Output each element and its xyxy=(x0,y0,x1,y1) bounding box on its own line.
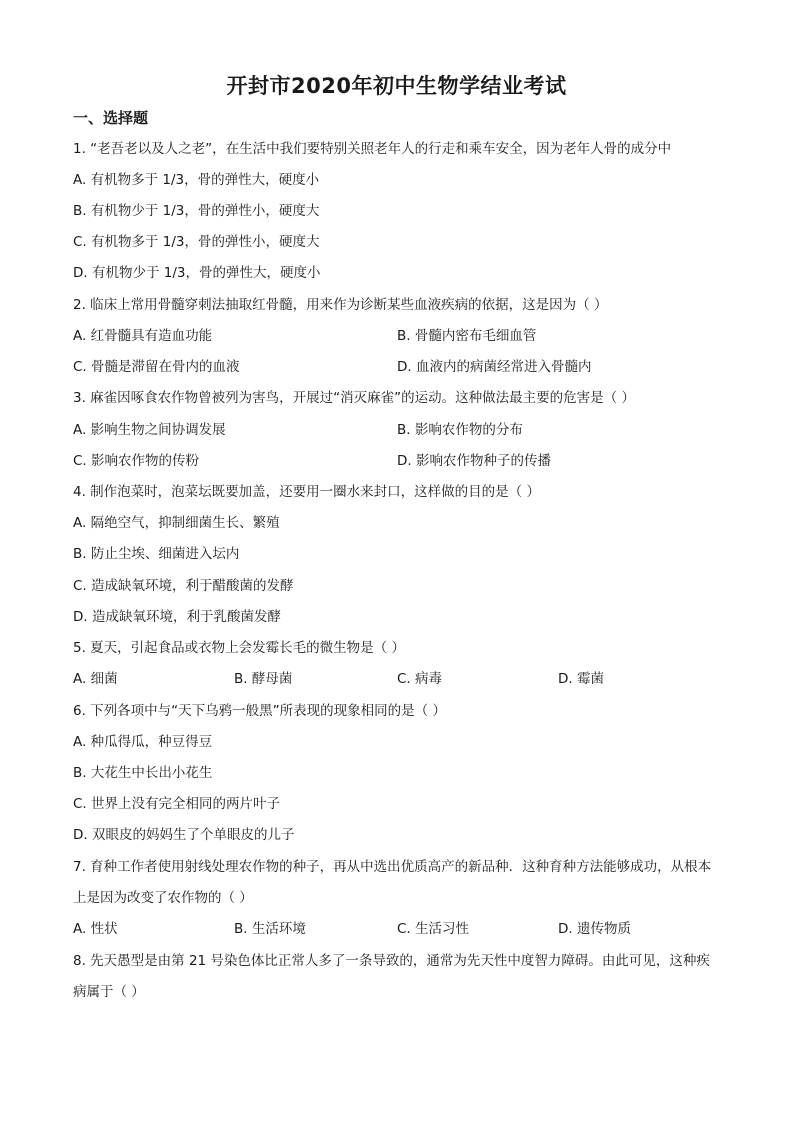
question-3-stem: 3. 麻雀因啄食农作物曾被列为害鸟，开展过“消灭麻雀”的运动。这种做法最主要的危害是（ ） xyxy=(73,390,635,406)
question-2-option-b: B. 骨髓内密布毛细血管 xyxy=(397,328,537,344)
question-2-option-a: A. 红骨髓具有造血功能 xyxy=(73,328,213,344)
question-5-option-a: A. 细菌 xyxy=(73,671,118,687)
question-4-option-a: A. 隔绝空气，抑制细菌生长、繁殖 xyxy=(73,515,280,531)
page-title: 开封市2020年初中生物学结业考试 xyxy=(226,74,567,98)
question-1-option-a: A. 有机物多于 1/3，骨的弹性大，硬度小 xyxy=(73,172,320,188)
question-5-option-d: D. 霉菌 xyxy=(558,671,604,687)
question-2-option-d: D. 血液内的病菌经常进入骨髓内 xyxy=(397,359,592,375)
question-7-option-a: A. 性状 xyxy=(73,921,118,937)
question-1-stem: 1. “老吾老以及人之老”，在生活中我们要特别关照老年人的行走和乘车安全，因为老年人骨的成分中 xyxy=(73,141,672,157)
section-heading: 一、选择题 xyxy=(73,109,149,127)
question-4-option-c: C. 造成缺氧环境，利于醋酸菌的发酵 xyxy=(73,578,294,594)
question-2-option-c: C. 骨髓是滞留在骨内的血液 xyxy=(73,359,240,375)
question-1-option-b: B. 有机物少于 1/3，骨的弹性小，硬度大 xyxy=(73,203,320,219)
question-6-option-c: C. 世界上没有完全相同的两片叶子 xyxy=(73,796,281,812)
question-4-option-d: D. 造成缺氧环境，利于乳酸菌发酵 xyxy=(73,609,281,625)
question-7-option-c: C. 生活习性 xyxy=(397,921,470,937)
question-3-option-d: D. 影响农作物种子的传播 xyxy=(397,453,551,469)
question-3-option-a: A. 影响生物之间协调发展 xyxy=(73,422,226,438)
question-5-option-b: B. 酵母菌 xyxy=(234,671,293,687)
question-8-stem: 8. 先天愚型是由第 21 号染色体比正常人多了一条导致的，通常为先天性中度智力障碍。由此可见，这种疾病属于（ ） xyxy=(73,953,710,1000)
question-6-option-b: B. 大花生中长出小花生 xyxy=(73,765,213,781)
question-4-stem: 4. 制作泡菜时，泡菜坛既要加盖，还要用一圈水来封口，这样做的目的是（ ） xyxy=(73,484,540,500)
question-6-option-d: D. 双眼皮的妈妈生了个单眼皮的儿子 xyxy=(73,827,295,843)
question-3-option-c: C. 影响农作物的传粉 xyxy=(73,453,200,469)
question-5-option-c: C. 病毒 xyxy=(397,671,443,687)
question-6-option-a: A. 种瓜得瓜，种豆得豆 xyxy=(73,734,213,750)
question-1-option-d: D. 有机物少于 1/3，骨的弹性大，硬度小 xyxy=(73,265,321,281)
question-7-option-b: B. 生活环境 xyxy=(234,921,306,937)
question-4-option-b: B. 防止尘埃、细菌进入坛内 xyxy=(73,546,240,562)
question-2-stem: 2. 临床上常用骨髓穿刺法抽取红骨髓，用来作为诊断某些血液疾病的依据，这是因为（ ） xyxy=(73,297,608,313)
question-5-stem: 5. 夏天，引起食品或衣物上会发霉长毛的微生物是（ ） xyxy=(73,640,405,656)
question-6-stem: 6. 下列各项中与“天下乌鸦一般黑”所表现的现象相同的是（ ） xyxy=(73,703,446,719)
question-1-option-c: C. 有机物多于 1/3，骨的弹性小，硬度大 xyxy=(73,234,320,250)
question-7-option-d: D. 遗传物质 xyxy=(558,921,631,937)
question-7-stem: 7. 育种工作者使用射线处理农作物的种子，再从中选出优质高产的新品种．这种育种方法能够成功，从根本上是因为改变了农作物的（ ） xyxy=(73,859,712,906)
question-3-option-b: B. 影响农作物的分布 xyxy=(397,422,523,438)
